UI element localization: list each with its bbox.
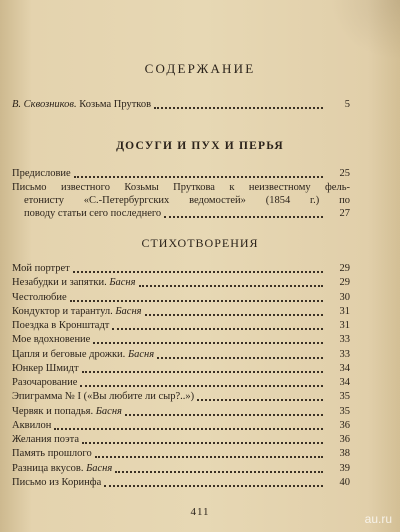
dot-leader <box>112 328 323 330</box>
toc-page-number: 30 <box>339 291 350 303</box>
section-heading: ДОСУГИ И ПУХ И ПЕРЬЯ <box>116 140 284 152</box>
poem-title: Разочарование <box>12 377 78 388</box>
dot-leader <box>73 271 323 273</box>
toc-page-number: 34 <box>339 377 350 388</box>
intro-author: В. Сквозников. <box>12 99 77 110</box>
toc-page-number: 36 <box>339 434 350 445</box>
toc-entry-title <box>12 376 77 389</box>
dot-leader <box>197 399 323 401</box>
toc-entry-title <box>12 390 194 403</box>
poem-title: Юнкер Шмидт <box>12 362 79 374</box>
toc-entry-title <box>12 333 90 346</box>
toc-entry-title <box>12 362 79 375</box>
letter-word: (1854 <box>265 195 291 206</box>
poem-title: Незабудки и запятки. <box>12 277 107 289</box>
poem-genre: Басня <box>127 348 155 360</box>
poem-genre: Басня <box>95 405 122 417</box>
letter-word: Письмо <box>12 182 47 193</box>
toc-entry-title <box>12 447 92 460</box>
watermark-logo: au.ru <box>364 512 392 526</box>
toc-page-number: 33 <box>339 334 350 346</box>
dot-leader <box>54 428 323 430</box>
letter-word: г.) <box>310 195 320 206</box>
dot-leader <box>70 300 323 302</box>
poem-title: Желания поэта <box>12 434 80 445</box>
toc-entry <box>12 405 350 418</box>
dot-leader <box>80 385 323 387</box>
toc-entry <box>12 291 350 304</box>
toc-entry <box>12 462 350 475</box>
dot-leader <box>157 357 323 359</box>
letter-word: етонисту <box>24 195 64 206</box>
toc-entry-title <box>12 405 122 418</box>
letter-title-line-1 <box>12 181 350 194</box>
letter-word: ведомостей» <box>189 195 246 206</box>
toc-entry <box>12 348 350 361</box>
toc-entry-preface <box>12 167 350 180</box>
intro-title: Козьма Прутков <box>79 99 152 110</box>
letter-word: неизвестному <box>248 182 311 193</box>
toc-entry <box>12 390 350 403</box>
dot-leader <box>82 442 323 444</box>
poem-title: Мой портрет <box>12 263 70 274</box>
letter-word: к <box>229 182 235 193</box>
toc-entry <box>12 433 350 446</box>
poem-title: Разница вкусов. <box>12 462 84 474</box>
toc-entry-title <box>12 348 154 361</box>
poem-title: Память прошлого <box>12 448 92 460</box>
poem-genre: Басня <box>115 305 142 317</box>
contents-heading: СОДЕРЖАНИЕ <box>144 61 256 76</box>
toc-entry <box>12 476 350 489</box>
toc-page-number: 38 <box>339 448 350 460</box>
toc-entry-title <box>12 419 51 432</box>
letter-title-line-3 <box>12 207 350 220</box>
poem-genre: Басня <box>86 462 113 474</box>
toc-entry-title <box>12 319 109 332</box>
toc-page-number: 35 <box>339 391 350 403</box>
toc-entry <box>12 419 350 432</box>
toc-page-number: 35 <box>339 405 350 417</box>
toc-page-number: 29 <box>339 263 350 274</box>
letter-word: Пруткова <box>173 182 215 193</box>
page-folio: 411 <box>190 506 210 518</box>
toc-page-number: 40 <box>339 476 350 488</box>
toc-entry <box>12 276 350 289</box>
toc-page-number: 5 <box>344 99 350 110</box>
toc-entry-title: поводу статьи сего последнего <box>24 208 162 219</box>
toc-entry-title <box>12 305 142 318</box>
toc-entry <box>12 376 350 389</box>
toc-page-number: 39 <box>339 462 350 474</box>
letter-word: фель- <box>325 182 350 193</box>
poem-title: Эпиграмма № I («Вы любите ли сыр?..») <box>12 391 195 403</box>
letter-word: по <box>339 195 350 206</box>
poem-title: Цапля и беговые дрожки. <box>12 348 126 360</box>
toc-entry-title <box>12 476 101 489</box>
toc-page-number: 33 <box>339 348 350 360</box>
poem-title: Червяк и попадья. <box>12 405 94 417</box>
dot-leader <box>115 471 323 473</box>
dot-leader <box>104 485 323 487</box>
letter-word: «С.-Петербургских <box>83 195 170 206</box>
dot-leader <box>139 285 323 287</box>
toc-page-number: 27 <box>339 208 350 219</box>
letter-word: известного <box>60 182 110 193</box>
toc-entry-letter <box>12 181 350 220</box>
poem-title: Аквилон <box>12 419 52 431</box>
toc-entry <box>12 305 350 318</box>
dot-leader <box>82 371 323 373</box>
subsection-heading: СТИХОТВОРЕНИЯ <box>141 236 259 250</box>
toc-entry-title <box>12 276 136 289</box>
dot-leader <box>74 176 323 178</box>
poem-title: Письмо из Коринфа <box>12 476 102 488</box>
dot-leader <box>154 107 323 109</box>
dot-leader <box>125 414 323 416</box>
toc-page-number: 31 <box>339 305 350 317</box>
toc-entry-title <box>12 433 79 446</box>
toc-entry <box>12 262 350 275</box>
dot-leader <box>164 216 323 218</box>
toc-entry-intro <box>12 98 350 111</box>
poem-title: Честолюбие <box>12 291 67 303</box>
toc-entry <box>12 447 350 460</box>
letter-word: Козьмы <box>124 182 159 193</box>
dot-leader <box>145 314 323 316</box>
dot-leader <box>95 456 323 458</box>
toc-page-number: 25 <box>339 168 350 179</box>
poem-title: Мое вдохновение <box>12 334 91 346</box>
letter-title-line-2 <box>12 194 350 207</box>
poem-title: Поездка в Кронштадт <box>12 320 110 331</box>
toc-entry-title <box>12 462 112 475</box>
print-bleed-shadow <box>330 0 400 60</box>
toc-entry-title <box>12 291 67 304</box>
toc-page-number: 34 <box>339 362 350 374</box>
toc-page-number: 31 <box>339 320 350 331</box>
toc-entry <box>12 362 350 375</box>
toc-page-number: 36 <box>339 419 350 431</box>
toc-entry-title: Предисловие <box>12 168 71 179</box>
dot-leader <box>93 342 323 344</box>
toc-entry <box>12 319 350 332</box>
toc-entry <box>12 333 350 346</box>
toc-entry-title <box>12 262 70 275</box>
poem-title: Кондуктор и тарантул. <box>12 305 113 317</box>
poem-genre: Басня <box>109 277 136 289</box>
toc-page-number: 29 <box>339 277 350 289</box>
toc-entry-title <box>12 98 151 111</box>
